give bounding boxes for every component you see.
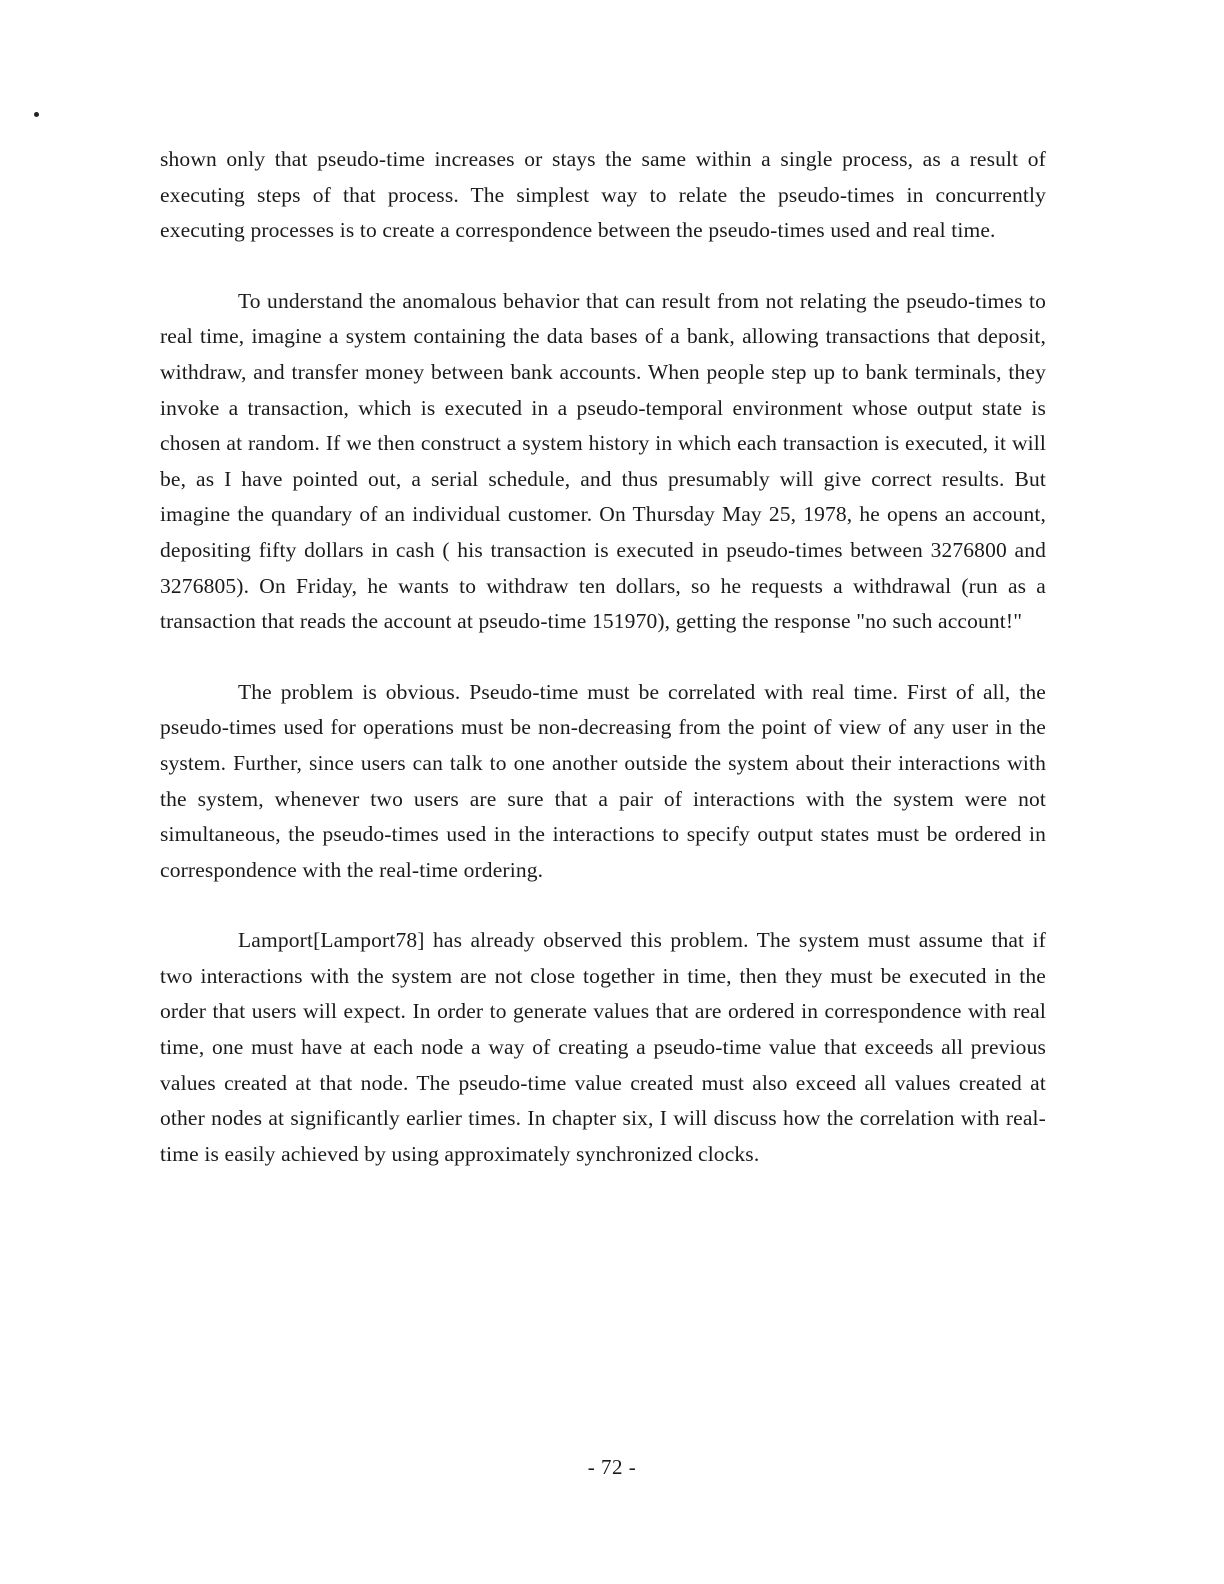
paragraph-bank-example: To understand the anomalous behavior that can result from not relating the pseudo-times to real time, imagine a system containing the data bases of a bank, allowing transactions that deposit, withdraw, and transfer money between bank accounts. When people step up to bank terminals, they invoke a transaction, which is executed in a pseudo-temporal environment whose output state is chosen at random. If we then construct a system history in which each transaction is executed, it will be, as I have pointed out, a serial schedule, and thus presumably will give correct results. But imagine the quandary of an individual customer. On Thursday May 25, 1978, he opens an account, depositing fifty dollars in cash ( his transaction is executed in pseudo-times between 3276800 and 3276805). On Friday, he wants to withdraw ten dollars, so he requests a withdrawal (run as a transaction that reads the account at pseudo-time 151970), getting the response "no such account!" <box>160 288 1046 634</box>
body-text <box>160 142 1046 1207</box>
paragraph-lamport: Lamport[Lamport78] has already observed this problem. The system must assume that if two interactions with the system are not close together in time, then they must be executed in the order that users will expect. In order to generate values that are ordered in correspondence with real time, one must have at each node a way of creating a pseudo-time value that exceeds all previous values created at that node. The pseudo-time value created must also exceed all values created at other nodes at significantly earlier times. In chapter six, I will discuss how the correlation with real-time is easily achieved by using approximately synchronized clocks. <box>160 928 1046 1166</box>
paragraph-real-time-correlation: The problem is obvious. Pseudo-time must be correlated with real time. First of all, the pseudo-times used for operations must be non-decreasing from the point of view of any user in the system. Further, since users can talk to one another outside the system about their interactions with the system, whenever two users are sure that a pair of interactions with the system were not simultaneous, the pseudo-times used in the interactions to specify output states must be ordered in correspondence with the real-time ordering. <box>160 679 1046 882</box>
paragraph-continuation: shown only that pseudo-time increases or stays the same within a single process, as a result of executing steps of that process. The simplest way to relate the pseudo-times in concurrently executing processes is to create a correspondence between the pseudo-times used and real time. <box>160 147 1046 243</box>
scan-speck <box>34 112 39 117</box>
page-number: - 72 - <box>587 1455 637 1479</box>
